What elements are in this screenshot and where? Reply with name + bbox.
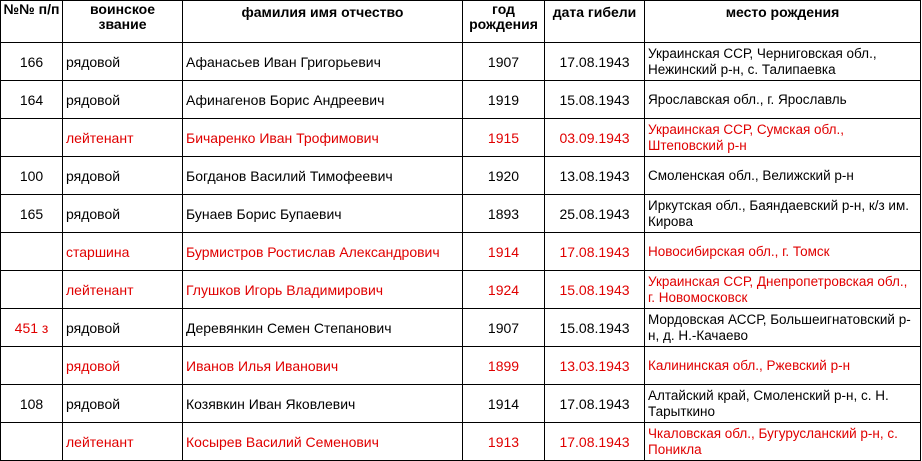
cell-num: 451 з	[1, 309, 63, 347]
cell-birth-year: 1914	[463, 385, 545, 423]
cell-birth-year: 1907	[463, 309, 545, 347]
cell-rank: рядовой	[63, 347, 183, 385]
cell-birthplace: Смоленская обл., Велижский р-н	[645, 157, 921, 195]
table-row	[1, 347, 921, 385]
cell-rank: лейтенант	[63, 271, 183, 309]
header-death-date: дата гибели	[545, 1, 645, 43]
cell-death-date: 15.08.1943	[545, 81, 645, 119]
cell-birthplace: Украинская ССР, Сумская обл., Штеповский р-н	[645, 119, 921, 157]
table-row	[1, 309, 921, 347]
cell-rank: рядовой	[63, 385, 183, 423]
cell-name: Бичаренко Иван Трофимович	[183, 119, 463, 157]
cell-rank: рядовой	[63, 157, 183, 195]
cell-death-date: 17.08.1943	[545, 423, 645, 461]
cell-death-date: 13.03.1943	[545, 347, 645, 385]
cell-death-date: 15.08.1943	[545, 271, 645, 309]
cell-name: Деревянкин Семен Степанович	[183, 309, 463, 347]
cell-num: 166	[1, 43, 63, 81]
cell-birthplace: Украинская ССР, Черниговская обл., Нежинский р-н, с. Талипаевка	[645, 43, 921, 81]
header-name: фамилия имя отчество	[183, 1, 463, 43]
cell-birth-year: 1914	[463, 233, 545, 271]
table-row	[1, 81, 921, 119]
cell-rank: рядовой	[63, 81, 183, 119]
cell-birthplace: Алтайский край, Смоленский р-н, с. Н. Тарыткино	[645, 385, 921, 423]
cell-num: 100	[1, 157, 63, 195]
cell-birthplace: Ярославская обл., г. Ярославль	[645, 81, 921, 119]
cell-name: Афинагенов Борис Андреевич	[183, 81, 463, 119]
cell-birthplace: Калининская обл., Ржевский р-н	[645, 347, 921, 385]
cell-death-date: 17.08.1943	[545, 233, 645, 271]
table-row	[1, 271, 921, 309]
table-row	[1, 385, 921, 423]
table-row	[1, 119, 921, 157]
cell-birth-year: 1919	[463, 81, 545, 119]
cell-num: 165	[1, 195, 63, 233]
table-row	[1, 423, 921, 461]
cell-num	[1, 423, 63, 461]
header-rank: воинское звание	[63, 1, 183, 43]
cell-death-date: 25.08.1943	[545, 195, 645, 233]
cell-birth-year: 1920	[463, 157, 545, 195]
cell-rank: лейтенант	[63, 119, 183, 157]
header-row	[1, 1, 921, 43]
header-birthplace: место рождения	[645, 1, 921, 43]
cell-num: 164	[1, 81, 63, 119]
header-num: №№ п/п	[1, 1, 63, 43]
cell-death-date: 15.08.1943	[545, 309, 645, 347]
cell-num	[1, 119, 63, 157]
table-row	[1, 195, 921, 233]
cell-death-date: 03.09.1943	[545, 119, 645, 157]
cell-death-date: 13.08.1943	[545, 157, 645, 195]
cell-num	[1, 233, 63, 271]
cell-num: 108	[1, 385, 63, 423]
cell-birthplace: Украинская ССР, Днепропетровская обл., г. Новомосковск	[645, 271, 921, 309]
table-row	[1, 43, 921, 81]
cell-rank: старшина	[63, 233, 183, 271]
cell-name: Глушков Игорь Владимирович	[183, 271, 463, 309]
cell-rank: рядовой	[63, 43, 183, 81]
cell-birthplace: Новосибирская обл., г. Томск	[645, 233, 921, 271]
cell-birth-year: 1907	[463, 43, 545, 81]
cell-rank: рядовой	[63, 195, 183, 233]
table-row	[1, 233, 921, 271]
cell-num	[1, 347, 63, 385]
cell-rank: рядовой	[63, 309, 183, 347]
cell-name: Афанасьев Иван Григорьевич	[183, 43, 463, 81]
cell-birth-year: 1893	[463, 195, 545, 233]
cell-birth-year: 1915	[463, 119, 545, 157]
header-birth-year: год рождения	[463, 1, 545, 43]
cell-num	[1, 271, 63, 309]
cell-name: Козявкин Иван Яковлевич	[183, 385, 463, 423]
cell-death-date: 17.08.1943	[545, 43, 645, 81]
cell-birthplace: Мордовская АССР, Большеигнатовский р-н, д. Н.-Качаево	[645, 309, 921, 347]
cell-name: Косырев Василий Семенович	[183, 423, 463, 461]
cell-birthplace: Иркутская обл., Баяндаевский р-н, к/з им. Кирова	[645, 195, 921, 233]
cell-birthplace: Чкаловская обл., Бугурусланский р-н, с. Поникла	[645, 423, 921, 461]
cell-name: Бурмистров Ростислав Александрович	[183, 233, 463, 271]
cell-name: Богданов Василий Тимофеевич	[183, 157, 463, 195]
cell-death-date: 17.08.1943	[545, 385, 645, 423]
cell-name: Иванов Илья Иванович	[183, 347, 463, 385]
table-row	[1, 157, 921, 195]
cell-birth-year: 1924	[463, 271, 545, 309]
cell-birth-year: 1899	[463, 347, 545, 385]
cell-name: Бунаев Борис Бупаевич	[183, 195, 463, 233]
cell-rank: лейтенант	[63, 423, 183, 461]
cell-birth-year: 1913	[463, 423, 545, 461]
